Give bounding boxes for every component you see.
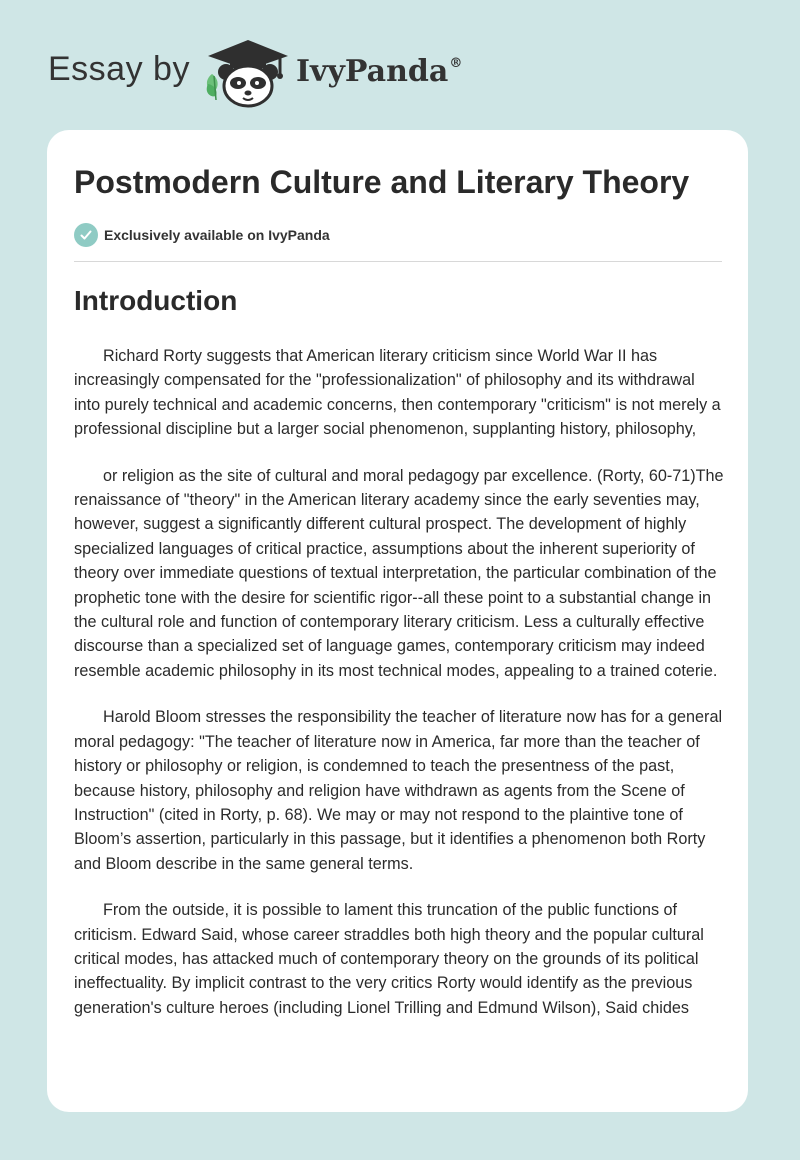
essay-title: Postmodern Culture and Literary Theory	[74, 164, 690, 200]
site-header	[0, 0, 800, 130]
paragraph: Richard Rorty suggests that American literary criticism since World War II has increasingly compensated for the "professionalization" of philosophy and its withdrawal into purely technical and academic concerns, then contemporary "criticism" is not merely a professional discipline but a larger social phenomenon, supplanting history, philosophy,	[74, 347, 721, 439]
panda-graduate-logo-icon[interactable]	[200, 36, 296, 110]
exclusive-badge	[74, 222, 330, 248]
brand-name[interactable]	[296, 54, 462, 89]
registered-mark: ®	[449, 56, 463, 71]
paragraph: Harold Bloom stresses the responsibility the teacher of literature now has for a general moral pedagogy: "The teacher of literature now in America, far more than the teacher of history or philosophy or religion, is condemned to teach the presentness of the past, because history, philosophy and religion have withdrawn as agents from the Scene of Instruction" (cited in Rorty, p. 68). We may or may not respond to the plaintive tone of Bloom’s assertion, particularly in this passage, but it identifies a phenomenon both Rorty and Bloom describe in the same general terms.	[74, 708, 723, 873]
essay-card	[47, 130, 748, 1112]
essay-by-label: Essay by	[48, 50, 190, 88]
check-circle-icon	[74, 223, 98, 247]
essay-body	[74, 344, 724, 1042]
section-heading-introduction: Introduction	[74, 285, 238, 316]
brand-name-text: IvyPanda	[296, 54, 449, 89]
exclusive-badge-text: Exclusively available on IvyPanda	[104, 227, 330, 243]
paragraph: From the outside, it is possible to lament this truncation of the public functions of criticism. Edward Said, whose career straddles both high theory and the popular cultural critical modes, has attacked much of contemporary theory on the grounds of its political ineffectuality. By implicit contrast to the very critics Rorty would identify as the previous generation's culture heroes (including Lionel Trilling and Edmund Wilson), Said chides	[74, 901, 704, 1017]
title-divider	[74, 261, 722, 262]
paragraph: or religion as the site of cultural and moral pedagogy par excellence. (Rorty, 60-71)The renaissance of "theory" in the American literary academy since the early seventies may, however, suggest a significantly different cultural prospect. The development of highly specialized languages of critical practice, assumptions about the inherent superiority of theory over immediate questions of textual interpretation, the particular combination of the prophetic tone with the desire for scientific rigor--all these point to a substantial change in the cultural role and function of contemporary literary criticism. Less a culturally effective discourse than a specialized set of language games, contemporary criticism may indeed resemble academic philosophy in its most technical modes, appealing to a trained coterie.	[74, 466, 724, 680]
